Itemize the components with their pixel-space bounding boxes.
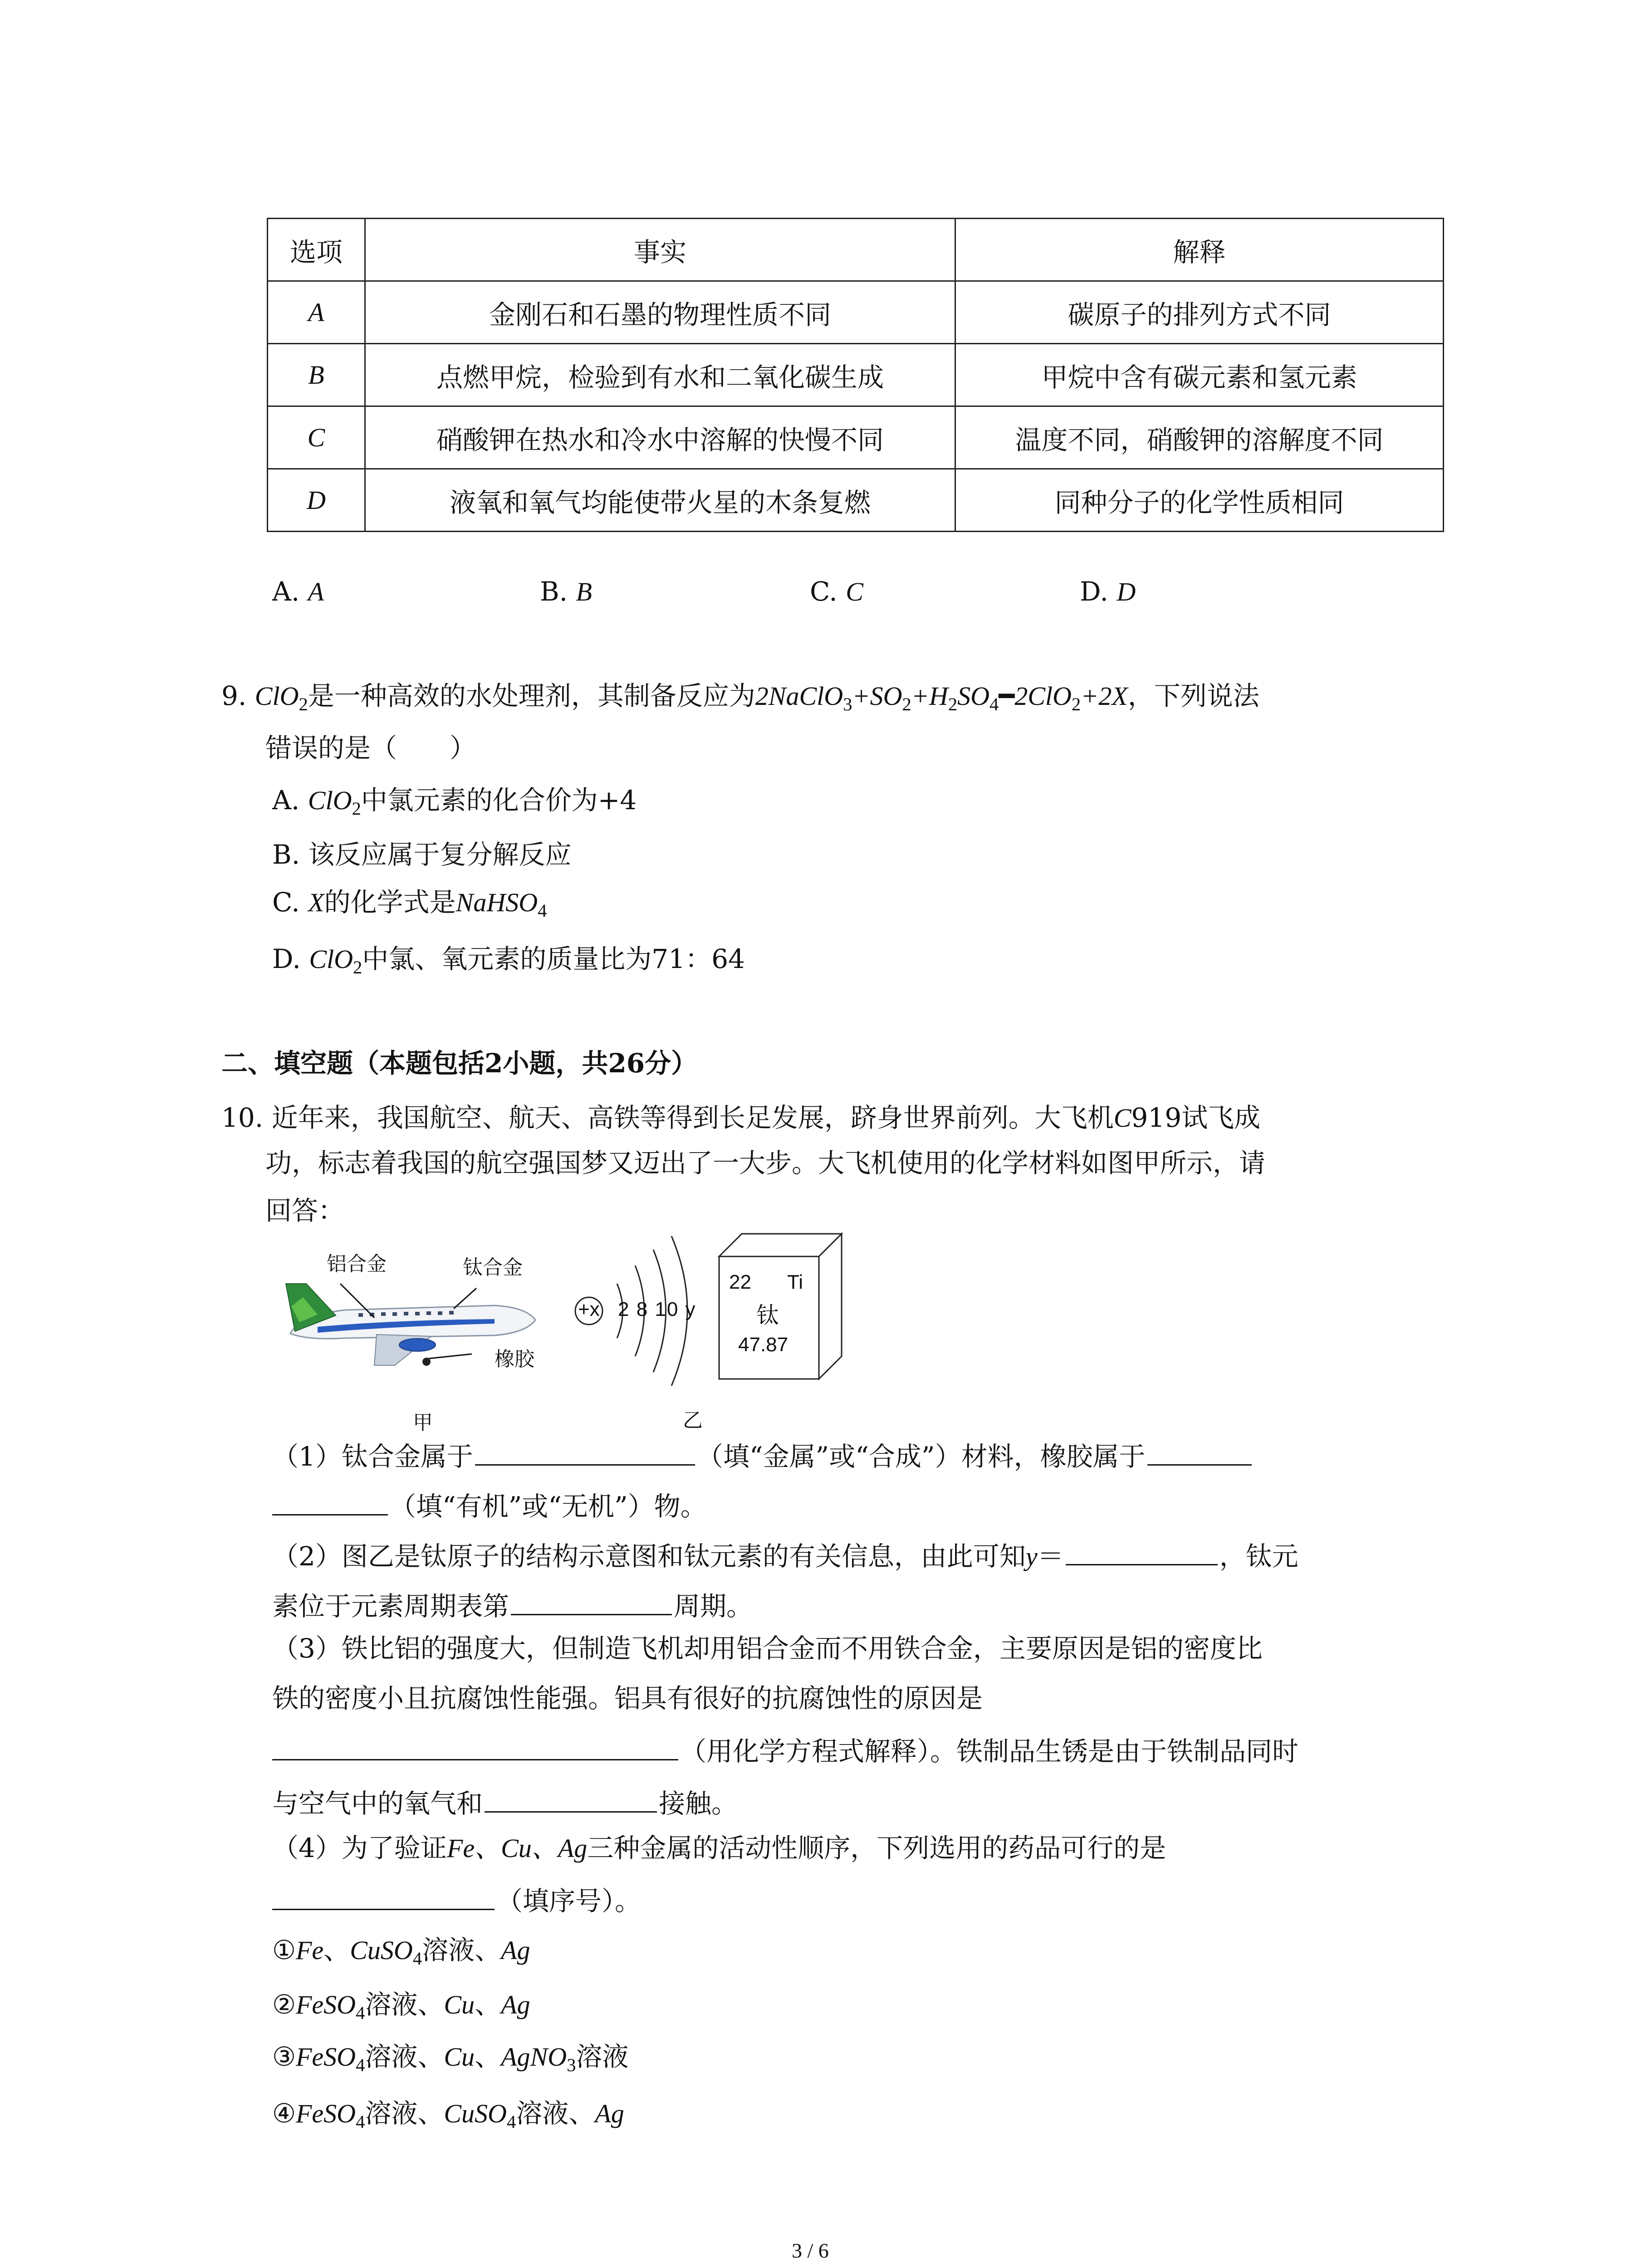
- q10-part2-line1: （2）图乙是钛原子的结构示意图和钛元素的有关信息，由此可知y＝ ，钛元: [272, 1538, 1298, 1573]
- table-cell-option: A: [268, 281, 365, 344]
- q10-part4-line2: （填序号）。: [272, 1882, 641, 1917]
- q9-stem-line1: 9. ClO$_2$是一种高效的水处理剂，其制备反应为$2NaClO_3+SO_2+H_2SO_4━2ClO_2+2X$，下列说法: [221, 680, 1259, 715]
- choice-value: D: [1117, 577, 1136, 606]
- table-header-row: [268, 219, 1444, 281]
- table-cell-fact: 金刚石和石墨的物理性质不同: [365, 281, 955, 344]
- q9-option-a: A. ClO$_2$中氯元素的化合价为+4: [272, 785, 637, 819]
- q10-item-4: ④FeSO$_4$溶液、CuSO$_4$溶液、Ag: [272, 2098, 624, 2132]
- choice-label: A.: [272, 576, 300, 607]
- facts-table: [267, 218, 1444, 532]
- q10-part2-line2: 素位于元素周期表第 周期。: [272, 1588, 753, 1623]
- q8-choice-a: [272, 576, 324, 608]
- figure-caption-jia: 甲: [413, 1412, 433, 1434]
- element-symbol: Ti: [787, 1271, 803, 1293]
- q9-option-c: C. X的化学式是NaHSO$_4$: [272, 887, 547, 921]
- answer-blank[interactable]: [1066, 1538, 1218, 1565]
- choice-value: B: [576, 577, 592, 606]
- label-aluminum-alloy: 铝合金: [327, 1253, 387, 1275]
- q10-item-2: ②FeSO$_4$溶液、Cu、Ag: [272, 1989, 530, 2024]
- q10-intro-line3: 回答：: [265, 1195, 345, 1226]
- table-cell-reason: 碳原子的排列方式不同: [955, 281, 1444, 344]
- figure-element-cell: [715, 1229, 846, 1383]
- table-row: [268, 281, 1444, 344]
- table-cell-fact: 硝酸钾在热水和冷水中溶解的快慢不同: [365, 406, 955, 469]
- answer-blank[interactable]: [485, 1785, 657, 1813]
- table-header: 事实: [365, 219, 955, 281]
- choice-value: C: [846, 577, 863, 606]
- label-rubber: 橡胶: [495, 1348, 534, 1370]
- q9-stem-line2: 错误的是（ ）: [265, 733, 476, 763]
- table-cell-fact: 液氧和氧气均能使带火星的木条复燃: [365, 469, 955, 532]
- figure-airplane: [281, 1229, 544, 1402]
- element-cube-icon: [715, 1229, 846, 1383]
- answer-blank[interactable]: [511, 1588, 672, 1615]
- section-title: 二、填空题（本题包括2小题，共26分）: [221, 1048, 698, 1079]
- choice-label: C.: [810, 576, 838, 607]
- q10-intro-line1: 10. 近年来，我国航空、航天、高铁等得到长足发展，跻身世界前列。大飞机C919试飞成: [221, 1102, 1261, 1133]
- q9-option-b: B. 该反应属于复分解反应: [272, 839, 572, 870]
- choice-label: B.: [540, 576, 568, 607]
- q10-intro-line2: 功，标志着我国的航空强国梦又迈出了一大步。大飞机使用的化学材料如图甲所示，请: [265, 1148, 1266, 1178]
- answer-blank[interactable]: [272, 1882, 495, 1910]
- q10-part1-line2: （填“有机”或“无机”）物。: [272, 1488, 707, 1523]
- table-row: [268, 406, 1444, 469]
- table-cell-option: C: [268, 406, 365, 469]
- table-cell-reason: 甲烷中含有碳元素和氢元素: [955, 344, 1444, 406]
- q8-choice-c: [810, 576, 863, 608]
- atomic-mass: 47.87: [738, 1334, 789, 1356]
- element-name: 钛: [756, 1303, 779, 1328]
- figure-atom-structure: [567, 1234, 712, 1388]
- table-header: 选项: [268, 219, 365, 281]
- answer-blank[interactable]: [272, 1733, 678, 1760]
- choice-label: D.: [1080, 576, 1108, 607]
- q10-part4-line1: （4）为了验证Fe、Cu、Ag三种金属的活动性顺序，下列选用的药品可行的是: [272, 1833, 1166, 1863]
- atomic-number: 22: [729, 1271, 751, 1293]
- electron-shells: 2 8 10 y: [618, 1298, 696, 1320]
- question-number: 9.: [221, 680, 247, 711]
- q10-part3-line1: （3）铁比铝的强度大，但制造飞机却用铝合金而不用铁合金，主要原因是铝的密度比: [272, 1633, 1263, 1664]
- table-cell-option: D: [268, 469, 365, 532]
- answer-blank[interactable]: [475, 1438, 695, 1466]
- answer-blank[interactable]: [1147, 1438, 1252, 1466]
- q10-part1-line1: （1）钛合金属于 （填“金属”或“合成”）材料，橡胶属于: [272, 1438, 1254, 1473]
- q10-part3-line3: （用化学方程式解释）。铁制品生锈是由于铁制品同时: [272, 1733, 1298, 1768]
- page-number: 3 / 6: [792, 2239, 829, 2262]
- q8-choice-b: [540, 576, 592, 608]
- nucleus-charge: +x: [578, 1298, 600, 1320]
- q10-item-1: ①Fe、CuSO$_4$溶液、Ag: [272, 1935, 530, 1969]
- figure-caption-yi: 乙: [683, 1409, 703, 1432]
- choice-value: A: [308, 577, 324, 606]
- table-cell-reason: 同种分子的化学性质相同: [955, 469, 1444, 532]
- q8-choice-d: [1080, 576, 1136, 608]
- table-row: [268, 344, 1444, 406]
- table-cell-option: B: [268, 344, 365, 406]
- answer-blank[interactable]: [272, 1488, 388, 1515]
- question-number: 10.: [221, 1102, 264, 1133]
- q9-option-d: D. ClO$_2$中氯、氧元素的质量比为71：64: [272, 943, 745, 978]
- q10-item-3: ③FeSO$_4$溶液、Cu、AgNO$_3$溶液: [272, 2041, 629, 2076]
- table-cell-reason: 温度不同，硝酸钾的溶解度不同: [955, 406, 1444, 469]
- q10-part3-line2: 铁的密度小且抗腐蚀性能强。铝具有很好的抗腐蚀性的原因是: [272, 1683, 983, 1714]
- label-titanium-alloy: 钛合金: [463, 1256, 523, 1279]
- q10-part3-line4: 与空气中的氧气和 接触。: [272, 1785, 738, 1820]
- table-row: [268, 469, 1444, 532]
- table-cell-fact: 点燃甲烷，检验到有水和二氧化碳生成: [365, 344, 955, 406]
- table-header: 解释: [955, 219, 1444, 281]
